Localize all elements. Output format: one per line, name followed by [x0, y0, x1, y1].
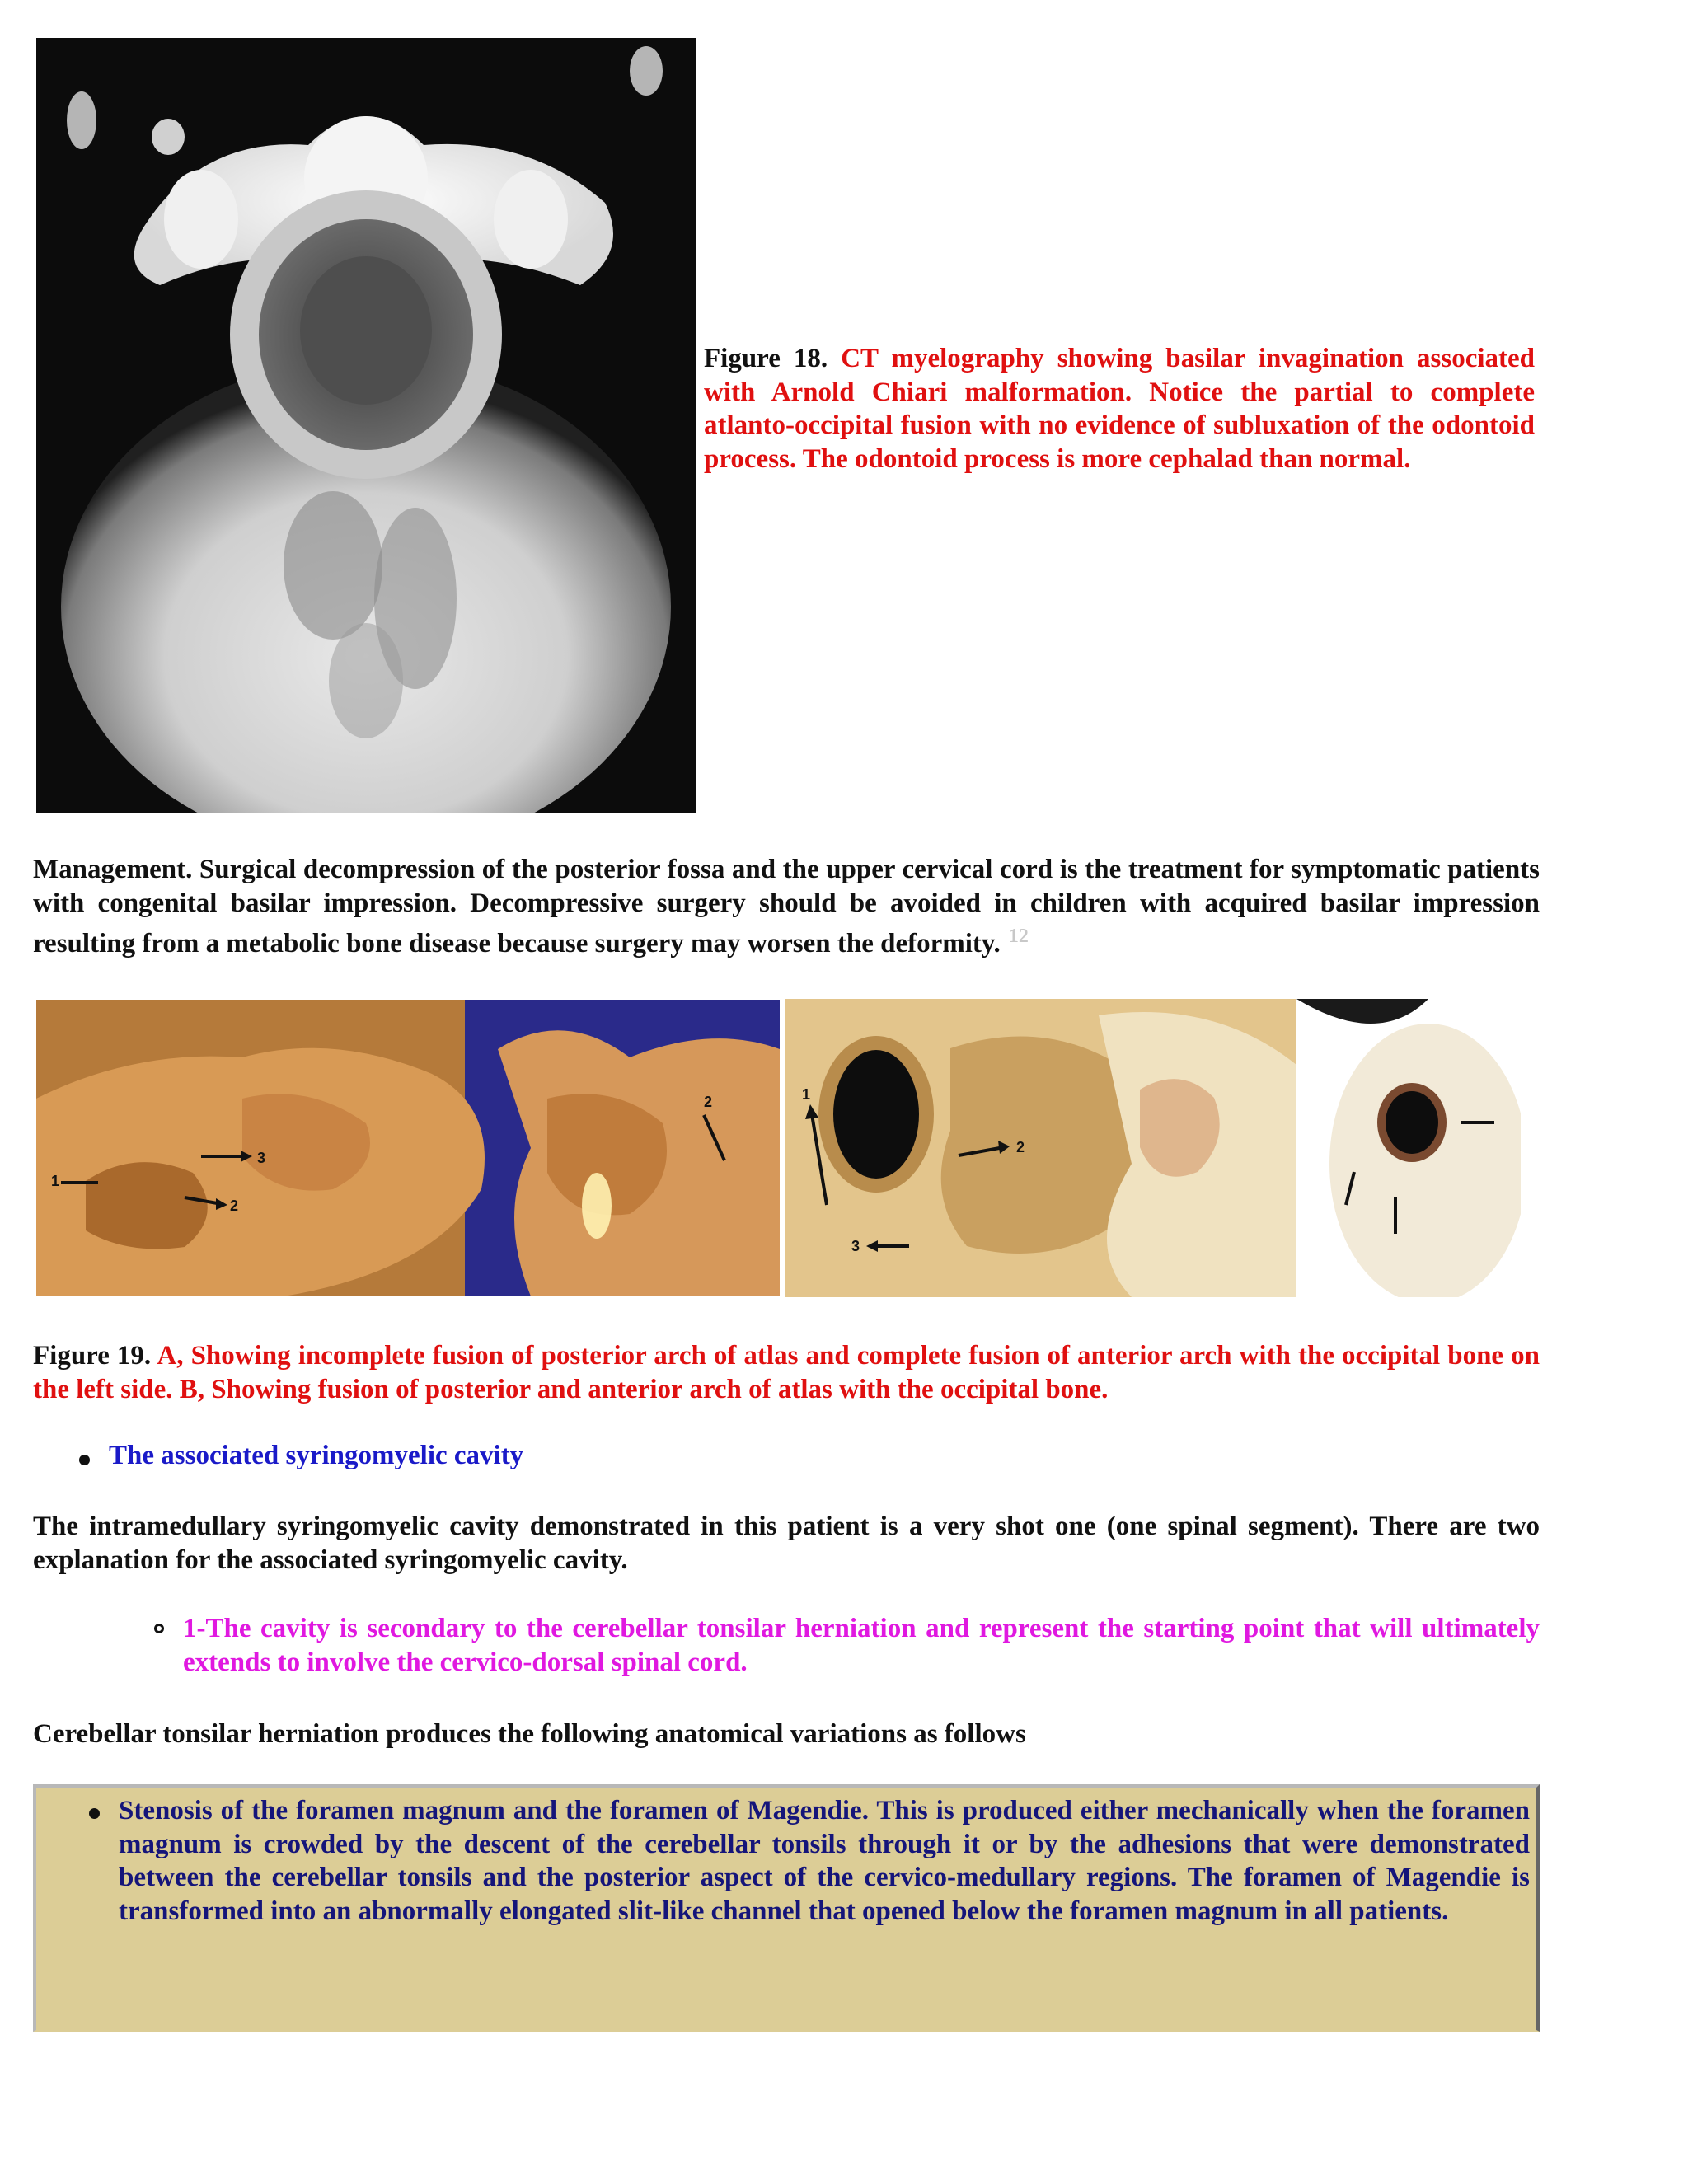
bullet-syrinx-heading: The associated syringomyelic cavity: [109, 1441, 524, 1470]
bullet-dot-icon: [89, 1808, 100, 1819]
figure-18-text: CT myelography showing basilar invagination associated with Arnold Chiari malformation. Notice the partial to complete atlanto-occipital fusion with no evidence of subluxation of the odontoid process. The odontoid process is more cephalad than normal.: [704, 344, 1535, 474]
sub-bullet-explanation-1: 1-The cavity is secondary to the cerebellar tonsilar herniation and represent the starting point that will ultimately extends to involve the cervico-dorsal spinal cord.: [183, 1614, 1540, 1677]
intramedullary-paragraph: The intramedullary syringomyelic cavity demonstrated in this patient is a very shot one (one spinal segment). There are two explanation for the associated syringomyelic cavity.: [33, 1511, 1540, 1575]
cerebellar-heading: Cerebellar tonsilar herniation produces the following anatomical variations as follows: [33, 1719, 1026, 1749]
skull-specimen-graphic: [36, 1000, 780, 1296]
figure-19-label: Figure 19.: [33, 1341, 152, 1371]
figure-18-caption: [704, 342, 1535, 476]
figure-18-label: Figure 18.: [704, 344, 828, 373]
figure-19-panel-b: [785, 999, 1521, 1297]
arrow-label-b1: 1: [802, 1086, 811, 1103]
arrow-label-2: 2: [230, 1197, 239, 1214]
reference-number: 12: [1008, 926, 1029, 947]
bullet-dot-icon: [79, 1455, 90, 1465]
bullet-circle-icon: [154, 1624, 164, 1633]
figure-19-caption: [33, 1339, 1540, 1406]
arrow-label-b3: 3: [851, 1238, 860, 1254]
figure-19-text: A, Showing incomplete fusion of posterior arch of atlas and complete fusion of anterior arch with the occipital bone on the left side. B, Showing fusion of posterior and anterior arch of atlas with the occipital bone.: [33, 1341, 1540, 1404]
figure-19-panel-a: [36, 1000, 780, 1296]
arrow-label-3: 3: [257, 1150, 266, 1166]
ct-scan-graphic: [36, 38, 696, 813]
foramen-magnum-graphic: [785, 999, 1521, 1297]
arrow-label-1: 1: [51, 1173, 60, 1189]
management-paragraph: [33, 853, 1540, 961]
arrow-label-b2: 2: [1016, 1139, 1025, 1155]
arrow-label-2b: 2: [704, 1094, 713, 1110]
stenosis-bullet-text: Stenosis of the foramen magnum and the foramen of Magendie. This is produced either mechanically when the foramen magnum is crowded by the descent of the cerebellar tonsils through it or by the adhesions that were demonstrated between the cerebellar tonsils and the posterior aspect of the cervico-medullary regions. The foramen of Magendie is transformed into an abnormally elongated slit-like channel that opened below the foramen magnum in all patients.: [119, 1796, 1530, 1926]
figure-18-ct-image: [36, 38, 696, 813]
management-text: Management. Surgical decompression of the posterior fossa and the upper cervical cord is the treatment for symptomatic patients with congenital basilar impression. Decompressive surgery should be avoided in children with acquired basilar impression resulting from a metabolic bone disease because surgery may worsen the deformity.: [33, 855, 1540, 958]
